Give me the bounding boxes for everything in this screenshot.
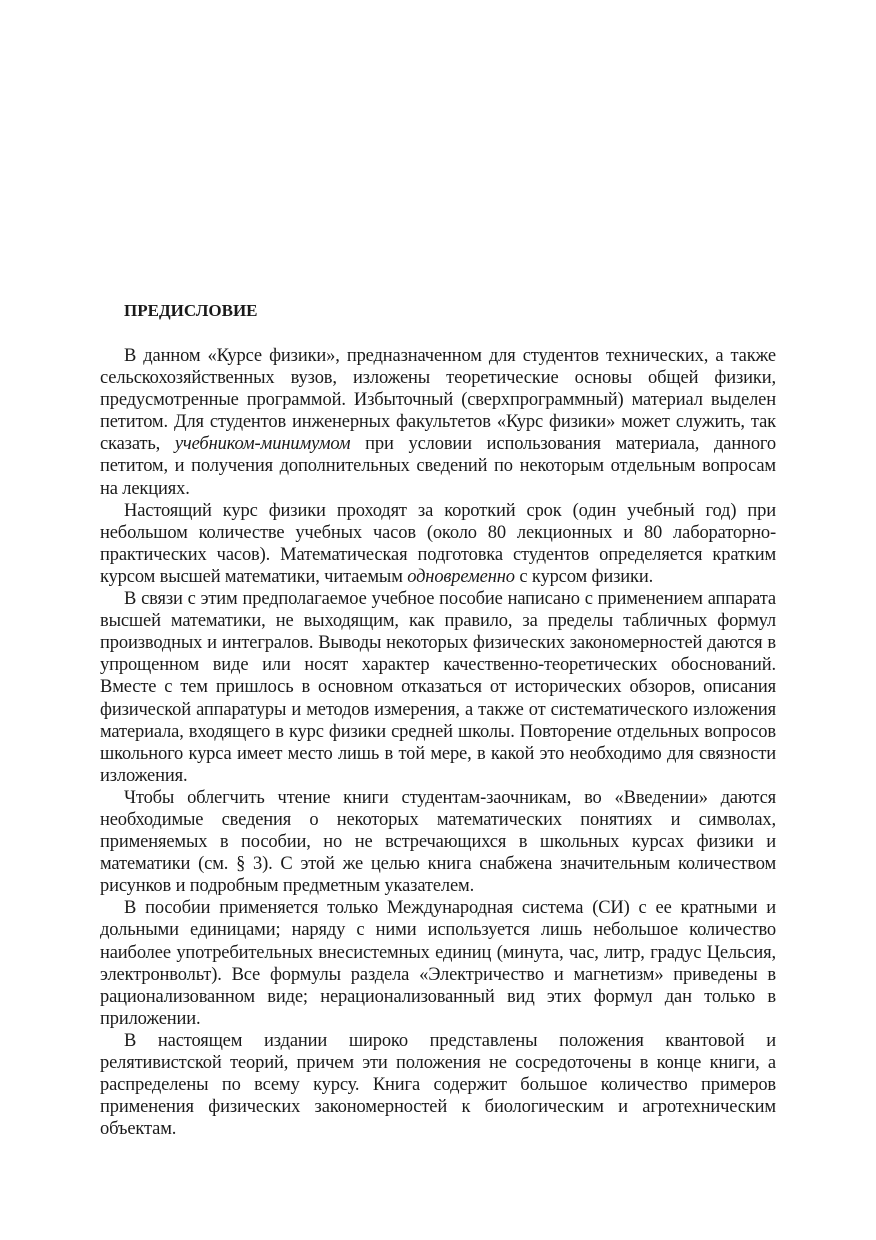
emphasis: одновременно — [407, 566, 515, 587]
paragraph: В настоящем издании широко представлены положения квантовой и релятивистской теорий, причем эти положения не сосредоточены в конце книги, а распределены по всему курсу. Книга содержит большое количество примеров применения физических закономерностей к биологическим и агротехническим объектам. — [100, 1030, 776, 1140]
paragraph: Настоящий курс физики проходят за короткий срок (один учебный год) при небольшом количестве учебных часов (около 80 лекционных и 80 лабораторно-практических часов). Математическая подготовка студентов определяется кратким курсом высшей математики, читаемым одновременно с курсом физики. — [100, 500, 776, 587]
section-heading: ПРЕДИСЛОВИЕ — [124, 301, 258, 320]
paragraph: В данном «Курсе физики», предназначенном для студентов технических, а также сельскохозяйственных вузов, изложены теоретические основы общей физики, предусмотренные программой. Избыточный (сверхпрограммный) материал выделен петитом. Для студентов инженерных факультетов «Курс физики» может служить, так сказать, учебником-минимумом при условии использования материала, данного петитом, и получения дополнительных сведений по некоторым отдельным вопросам на лекциях. — [100, 346, 777, 499]
paragraph: В пособии применяется только Международная система (СИ) с ее кратными и дольными единицами; наряду с ними используется лишь небольшое количество наиболее употребительных внесистемных единиц (минута, час, литр, градус Цельсия, электронвольт). Все формулы раздела «Электричество и магнетизм» приведены в рационализованном виде; нерационализованный вид этих формул дан только в приложении. — [100, 898, 776, 1029]
emphasis: учебником-минимумом — [174, 434, 351, 455]
paragraph: В связи с этим предполагаемое учебное пособие написано с применением аппарата высшей математики, не выходящим, как правило, за пределы табличных формул производных и интегралов. Выводы некоторых физических закономерностей даются в упрощенном виде или носят характер качественно-теоретических обоснований. Вместе с тем пришлось в основном отказаться от исторических обзоров, описания физической аппаратуры и методов измерения, а также от систематического изложения материала, входящего в курс физики средней школы. Повторение отдельных вопросов школьного курса имеет место лишь в той мере, в какой это необходимо для связности изложения. — [100, 589, 776, 786]
preface-section — [100, 300, 776, 1140]
paragraph: Чтобы облегчить чтение книги студентам-заочникам, во «Введении» даются необходимые сведения о некоторых математических понятиях и символах, применяемых в пособии, но не встречающихся в школьных курсах физики и математики (см. § 3). С этой же целью книга снабжена значительным количеством рисунков и подробным предметным указателем. — [100, 787, 776, 897]
